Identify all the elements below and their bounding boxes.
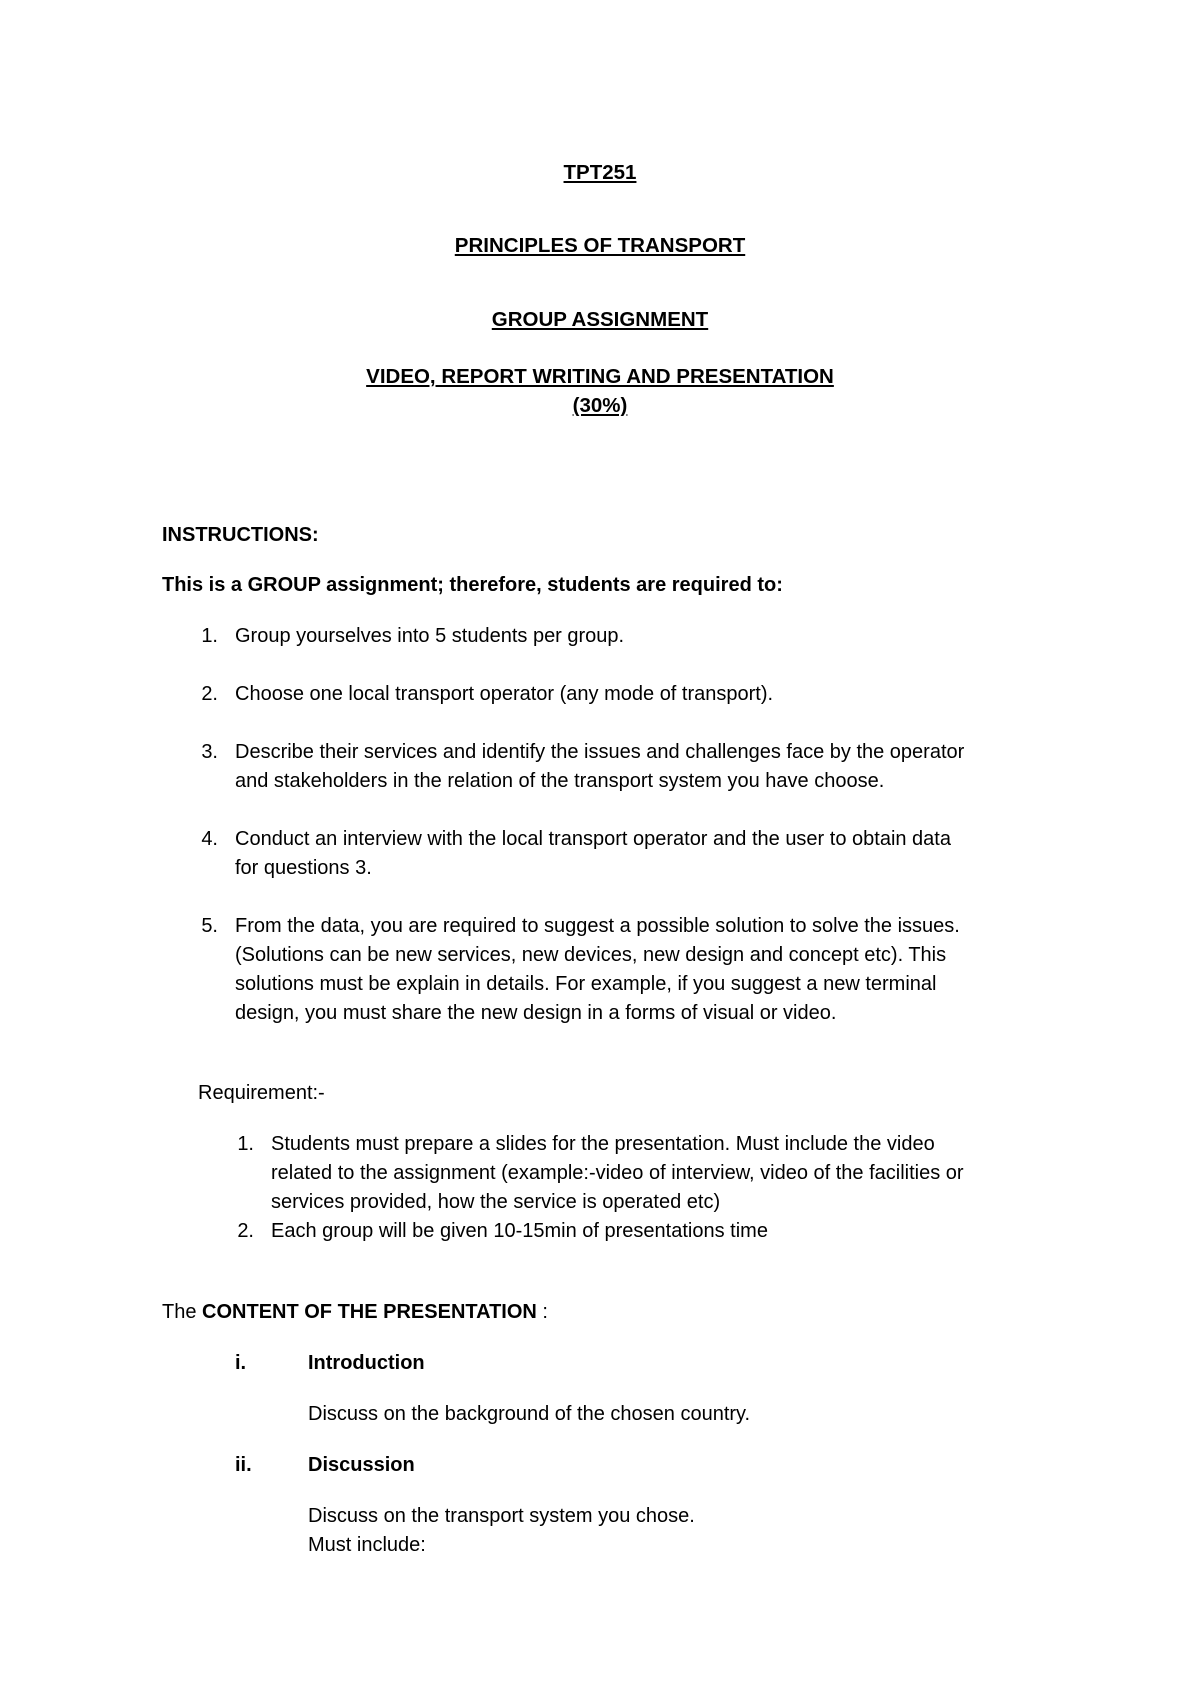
list-number: 2. (237, 1220, 254, 1242)
section-title: Introduction (308, 1352, 425, 1374)
assignment-weight: (30%) (572, 394, 628, 417)
section-text: Must include: (308, 1534, 426, 1556)
instructions-heading: INSTRUCTIONS: (162, 524, 319, 546)
list-number: 4. (201, 828, 218, 850)
course-title: PRINCIPLES OF TRANSPORT (454, 234, 746, 257)
content-heading-bold: CONTENT OF THE PRESENTATION (202, 1301, 537, 1323)
assignment-type: GROUP ASSIGNMENT (491, 308, 709, 331)
list-text: services provided, how the service is operated etc) (271, 1191, 721, 1213)
list-text: solutions must be explain in details. For example, if you suggest a new terminal (235, 973, 937, 995)
list-text: related to the assignment (example:-video of interview, video of the facilities or (271, 1162, 964, 1184)
list-text: Group yourselves into 5 students per group. (235, 625, 625, 647)
requirement-heading: Requirement:- (198, 1082, 325, 1104)
list-number: 1. (237, 1133, 254, 1155)
list-text: Students must prepare a slides for the presentation. Must include the video (271, 1133, 935, 1155)
list-text: From the data, you are required to suggest a possible solution to solve the issues. (235, 915, 960, 937)
list-text: design, you must share the new design in a forms of visual or video. (235, 1002, 837, 1024)
section-numeral: i. (235, 1352, 247, 1374)
list-text: and stakeholders in the relation of the transport system you have choose. (235, 770, 885, 792)
section-title: Discussion (308, 1454, 415, 1476)
list-number: 3. (201, 741, 218, 763)
section-text: Discuss on the background of the chosen country. (308, 1403, 751, 1425)
content-heading (162, 1298, 548, 1327)
list-text: Choose one local transport operator (any mode of transport). (235, 683, 774, 705)
course-code: TPT251 (563, 161, 637, 184)
content-heading-prefix: The (162, 1301, 203, 1323)
assignment-title: VIDEO, REPORT WRITING AND PRESENTATION (366, 365, 834, 388)
section-text: Discuss on the transport system you chose. (308, 1505, 695, 1527)
list-number: 2. (201, 683, 218, 705)
section-numeral: ii. (235, 1454, 252, 1476)
list-text: for questions 3. (235, 857, 372, 879)
content-heading-suffix: : (536, 1301, 548, 1323)
list-text: (Solutions can be new services, new devices, new design and concept etc). This (235, 944, 947, 966)
list-number: 1. (201, 625, 218, 647)
list-text: Each group will be given 10-15min of presentations time (271, 1220, 768, 1242)
list-number: 5. (201, 915, 218, 937)
list-text: Describe their services and identify the issues and challenges face by the operator (235, 741, 965, 763)
instructions-intro: This is a GROUP assignment; therefore, students are required to: (162, 574, 783, 596)
list-text: Conduct an interview with the local transport operator and the user to obtain data (235, 828, 951, 850)
